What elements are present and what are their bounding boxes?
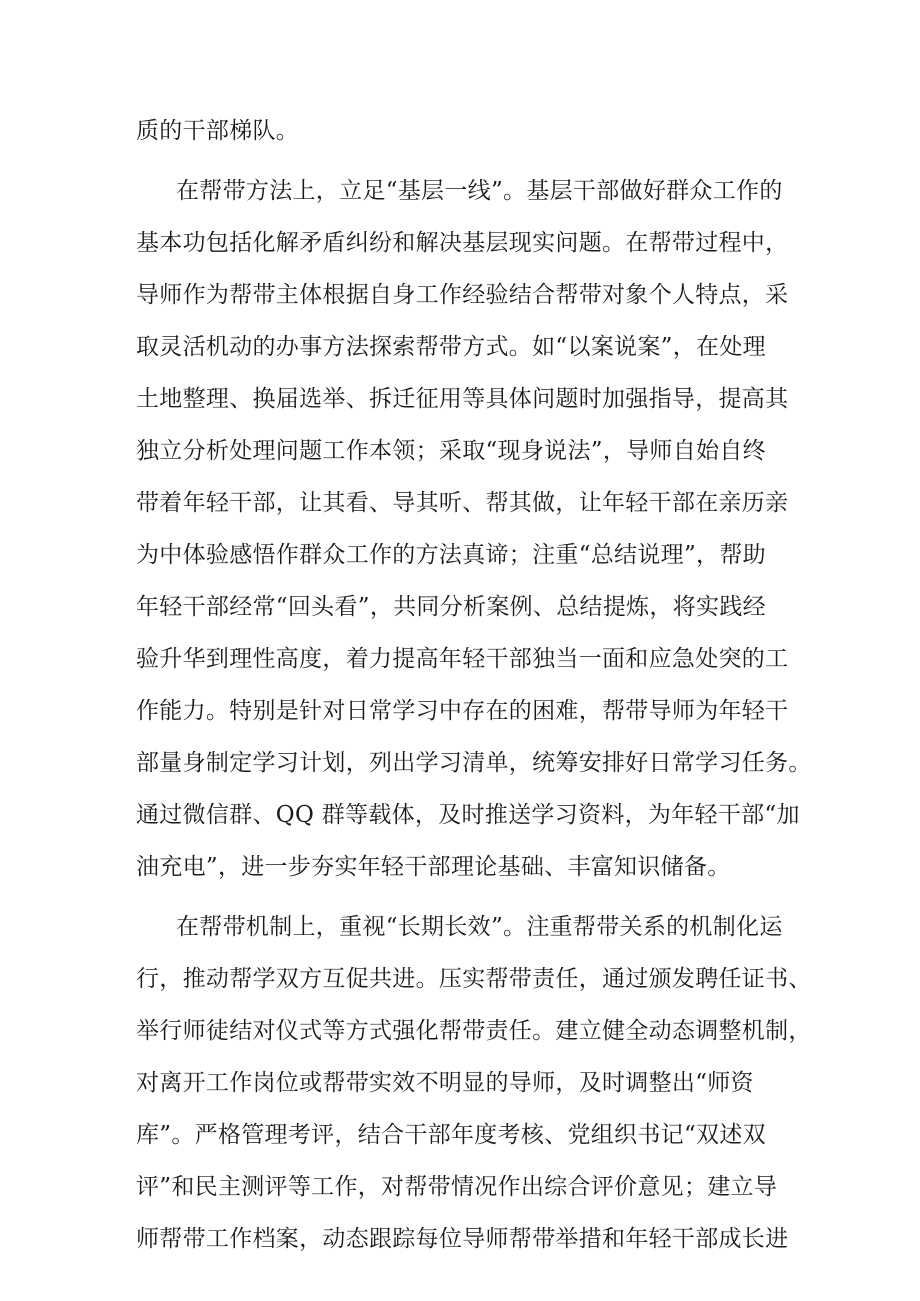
text-line: 独立分析处理问题工作本领；采取“现身说法”，导师自始自终 [136,438,766,464]
text-line: 基本功包括化解矛盾纠纷和解决基层现实问题。在帮带过程中， [136,230,789,256]
text-line: 对离开工作岗位或帮带实效不明显的导师，及时调整出“师资 [136,1070,754,1096]
paragraph-first-line: 在帮带机制上，重视“长期长效”。注重帮带关系的机制化运 [176,914,783,940]
text-line: 质的干部梯队。 [136,118,300,144]
text-line: 油充电”，进一步夯实年轻干部理论基础、丰富知识储备。 [136,854,731,880]
text-line: 土地整理、换届选举、拆迁征用等具体问题时加强指导，提高其 [136,386,789,412]
text-line: 师帮带工作档案，动态跟踪每位导师帮带举措和年轻干部成长进 [136,1226,789,1252]
text-line: 评”和民主测评等工作，对帮带情况作出综合评价意见；建立导 [136,1174,778,1200]
text-line: 库”。严格管理考评，结合干部年度考核、党组织书记“双述双 [136,1122,766,1148]
text-line: 为中体验感悟作群众工作的方法真谛；注重“总结说理”，帮助 [136,542,766,568]
text-line: 举行师徒结对仪式等方式强化帮带责任。建立健全动态调整机制， [136,1018,812,1044]
text-line: 验升华到理性高度，着力提高年轻干部独当一面和应急处突的工 [136,646,789,672]
text-line: 行，推动帮学双方互促共进。压实帮带责任，通过颁发聘任证书、 [136,966,812,992]
paragraph-first-line: 在帮带方法上，立足“基层一线”。基层干部做好群众工作的 [176,178,783,204]
text-line: 年轻干部经常“回头看”，共同分析案例、总结提炼，将实践经 [136,594,766,620]
text-line: 取灵活机动的办事方法探索帮带方式。如“以案说案”，在处理 [136,334,766,360]
text-line: 导师作为帮带主体根据自身工作经验结合帮带对象个人特点，采 [136,282,789,308]
text-line: 作能力。特别是针对日常学习中存在的困难，帮带导师为年轻干 [136,698,789,724]
text-line: 带着年轻干部，让其看、导其听、帮其做，让年轻干部在亲历亲 [136,490,789,516]
text-line: 部量身制定学习计划，列出学习清单，统筹安排好日常学习任务。 [136,750,812,776]
text-line: 通过微信群、QQ 群等载体，及时推送学习资料，为年轻干部“加 [136,802,800,828]
